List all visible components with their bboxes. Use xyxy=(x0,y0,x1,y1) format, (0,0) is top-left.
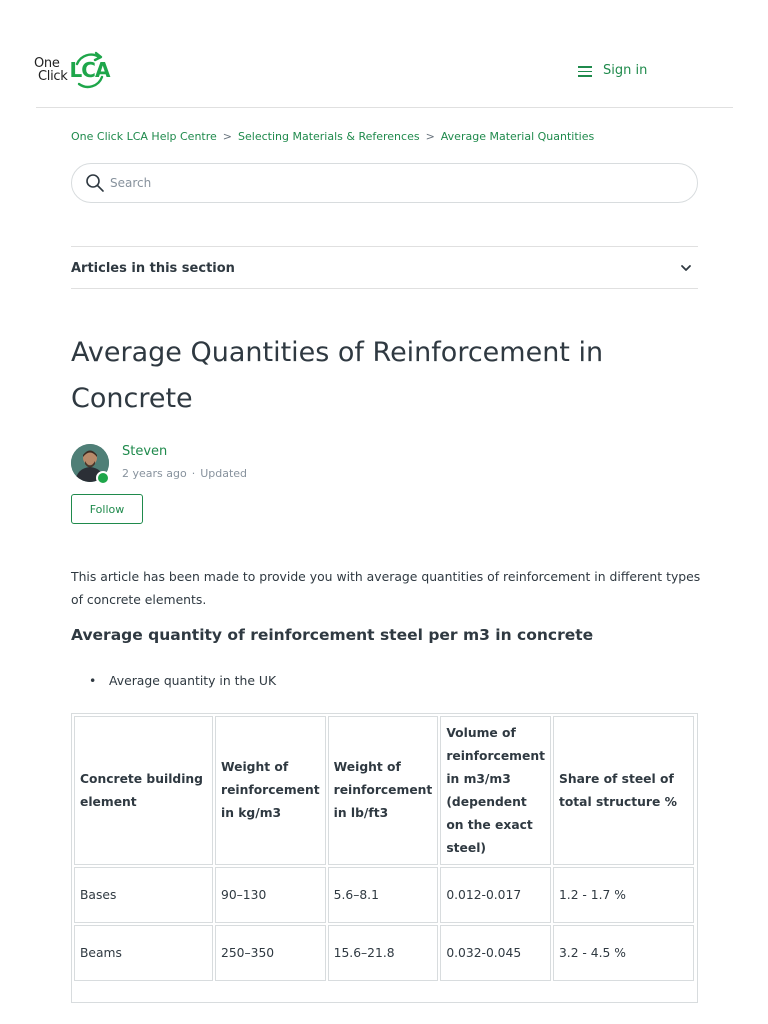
sign-in-link[interactable]: Sign in xyxy=(603,63,648,78)
table-cell: 15.6–21.8 xyxy=(328,925,439,981)
article-intro: This article has been made to provide you with average quantities of reinforcement in different types of concrete elements. xyxy=(71,569,701,607)
site-header xyxy=(36,0,733,108)
article-title: Average Quantities of Reinforcement in Concrete xyxy=(71,337,604,414)
agent-badge-icon xyxy=(96,471,110,485)
section-heading: Average quantity of reinforcement steel per m3 in concrete xyxy=(71,626,594,644)
list-item xyxy=(92,673,276,688)
logo[interactable] xyxy=(34,49,114,91)
chevron-down-icon xyxy=(680,262,692,274)
logo-mark-icon xyxy=(69,50,109,90)
article-updated-label: Updated xyxy=(200,467,248,480)
table-cell: 0.012-0.017 xyxy=(440,867,551,923)
article-time-ago: 2 years ago xyxy=(122,467,187,480)
breadcrumb-separator: > xyxy=(222,130,233,143)
reinforcement-table xyxy=(71,713,698,1003)
search-box[interactable] xyxy=(71,163,698,203)
follow-button[interactable]: Follow xyxy=(71,494,143,524)
table-cell: 1.2 - 1.7 % xyxy=(553,867,694,923)
list-item-text: Average quantity in the UK xyxy=(109,673,277,688)
table-header-cell: Concrete building element xyxy=(74,716,213,865)
table-cell: Bases xyxy=(74,867,213,923)
logo-line-one: One xyxy=(34,56,60,71)
breadcrumb xyxy=(71,130,594,143)
table-header-cell: Share of steel of total structure % xyxy=(553,716,694,865)
search-input[interactable] xyxy=(110,172,680,194)
table-cell: 3.2 - 4.5 % xyxy=(553,925,694,981)
table-cell: Beams xyxy=(74,925,213,981)
logo-line-two: Click xyxy=(38,69,68,84)
articles-in-section-toggle[interactable] xyxy=(71,246,698,289)
table-cell: 0.032-0.045 xyxy=(440,925,551,981)
meta-separator: · xyxy=(191,467,196,480)
table-row xyxy=(74,867,694,923)
logo-wordmark xyxy=(34,57,67,83)
table-row xyxy=(74,925,694,981)
table-header-row xyxy=(74,716,694,865)
breadcrumb-item-help-centre[interactable]: One Click LCA Help Centre xyxy=(71,130,217,143)
breadcrumb-item-average-quantities[interactable]: Average Material Quantities xyxy=(440,130,595,143)
table-cell: 90–130 xyxy=(215,867,326,923)
search-icon xyxy=(85,173,105,193)
hamburger-icon[interactable] xyxy=(578,66,592,78)
breadcrumb-separator: > xyxy=(425,130,435,143)
table-cell: 5.6–8.1 xyxy=(328,867,439,923)
article-meta xyxy=(122,467,247,480)
table-header-cell: Weight of reinforcement in lb/ft3 xyxy=(328,716,439,865)
table-header-cell: Weight of reinforcement in kg/m3 xyxy=(215,716,326,865)
breadcrumb-item-selecting-materials[interactable]: Selecting Materials & References xyxy=(238,130,420,143)
logo-mark-text: LCA xyxy=(69,58,110,82)
articles-in-section-label: Articles in this section xyxy=(71,261,235,276)
table-cell: 250–350 xyxy=(215,925,326,981)
author-name[interactable]: Steven xyxy=(122,444,168,459)
table-header-cell: Volume of reinforcement in m3/m3 (dependent on the exact steel) xyxy=(440,716,551,865)
